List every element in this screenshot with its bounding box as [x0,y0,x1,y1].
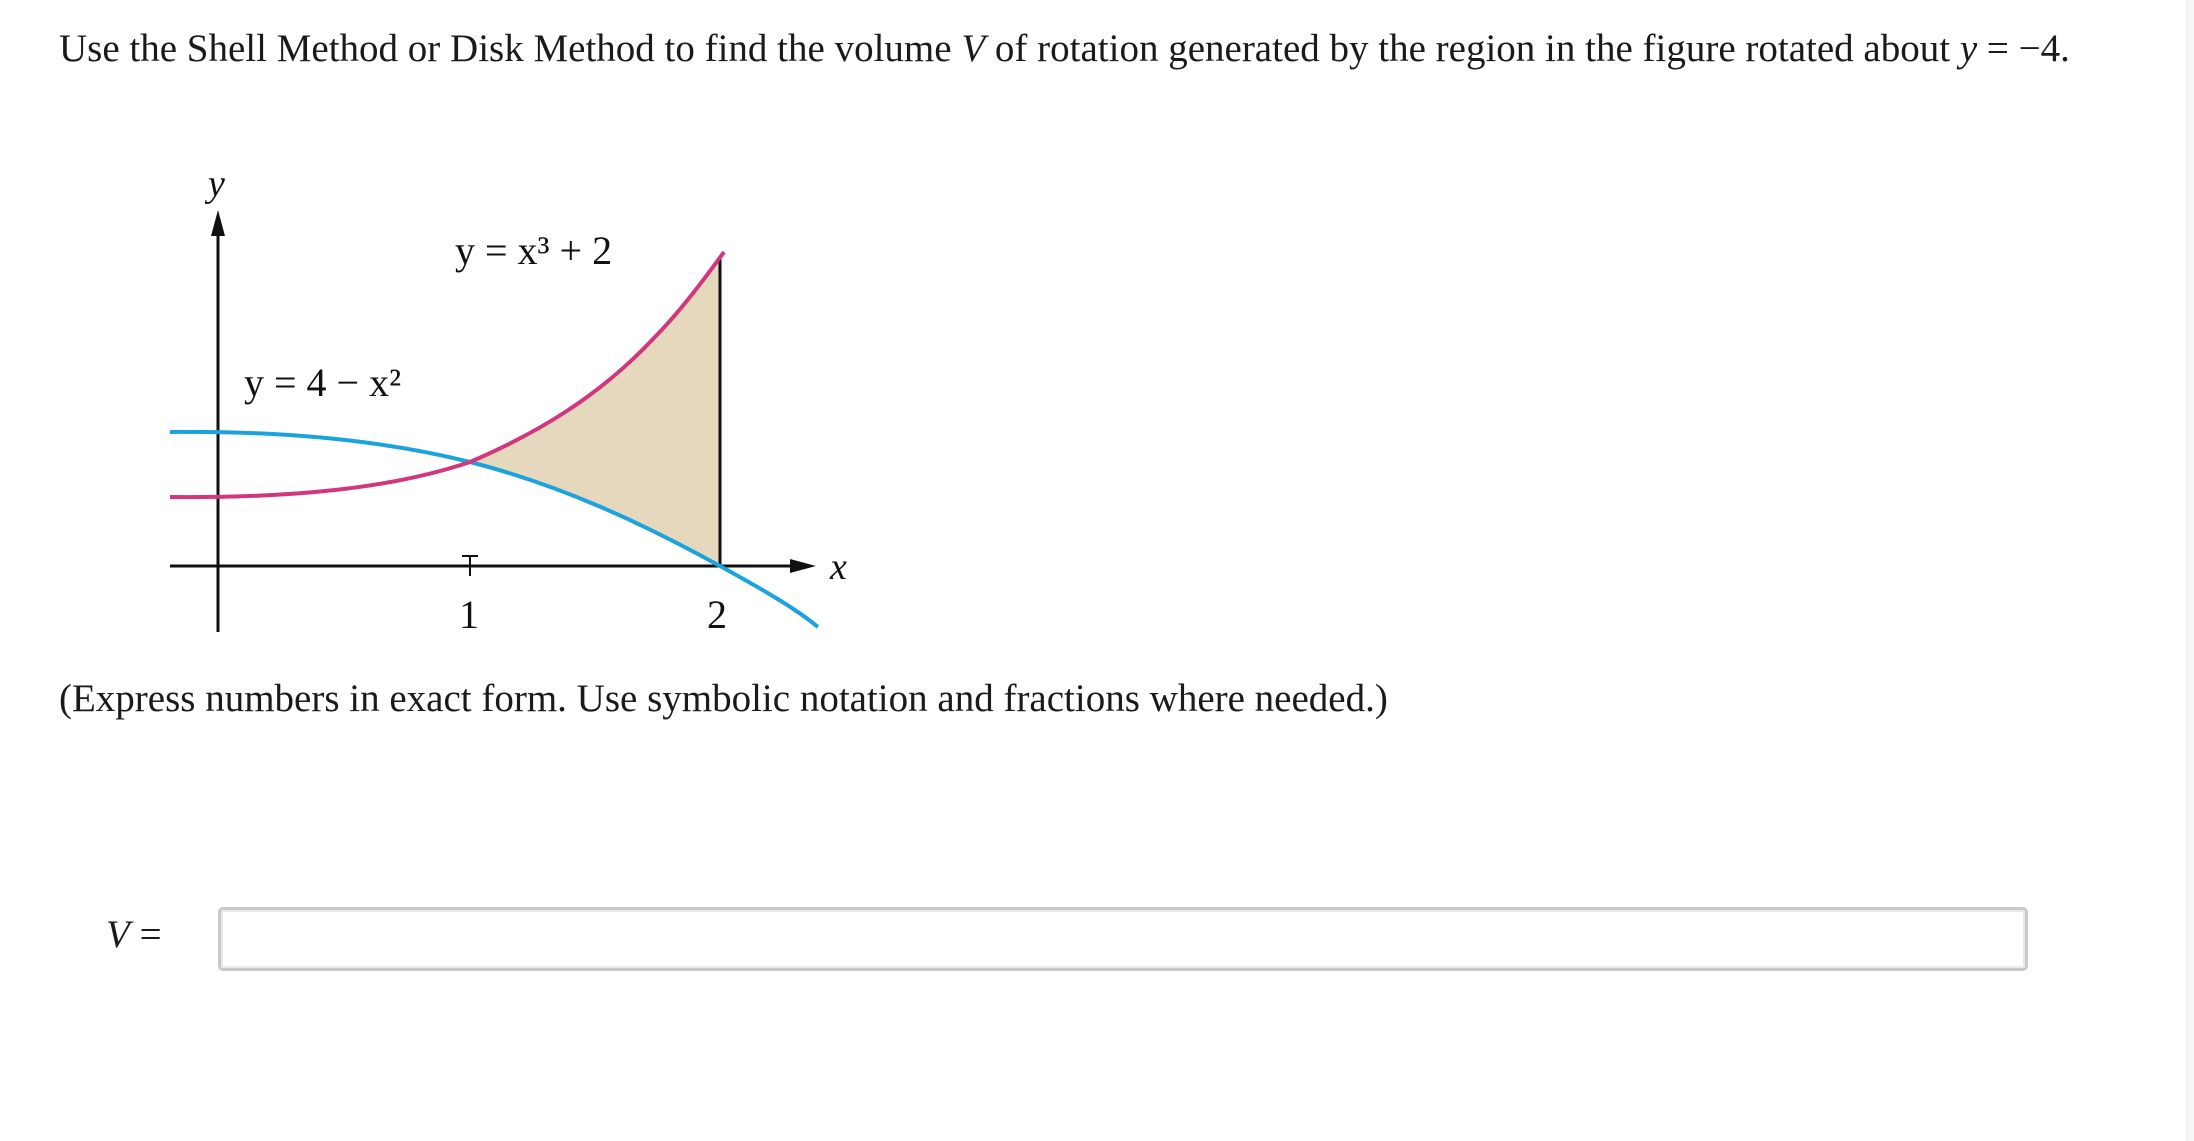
instruction-note: (Express numbers in exact form. Use symbolic notation and fractions where needed.) [59,677,1388,720]
tick-label-1: 1 [459,592,479,637]
parabola-label: y = 4 − x² [244,360,402,405]
tick-label-2: 2 [707,592,727,637]
cubic-label: y = x³ + 2 [455,228,613,273]
answer-label [106,912,162,957]
answer-label-var: V [106,913,130,956]
question-var-y: y [1959,27,1978,70]
y-axis-arrow [211,210,225,236]
question-middle: of rotation generated by the region in the figure rotated about [985,27,1960,70]
question-prefix: Use the Shell Method or Disk Method to find the volume [59,27,962,70]
x-axis-label: x [830,546,847,588]
question-var-v: V [961,27,986,70]
answer-label-eq: = [129,913,162,956]
question-suffix: = −4. [1977,27,2070,70]
x-axis-arrow [790,559,816,573]
volume-answer-input[interactable] [218,907,2028,971]
y-axis-label: y [208,163,225,205]
